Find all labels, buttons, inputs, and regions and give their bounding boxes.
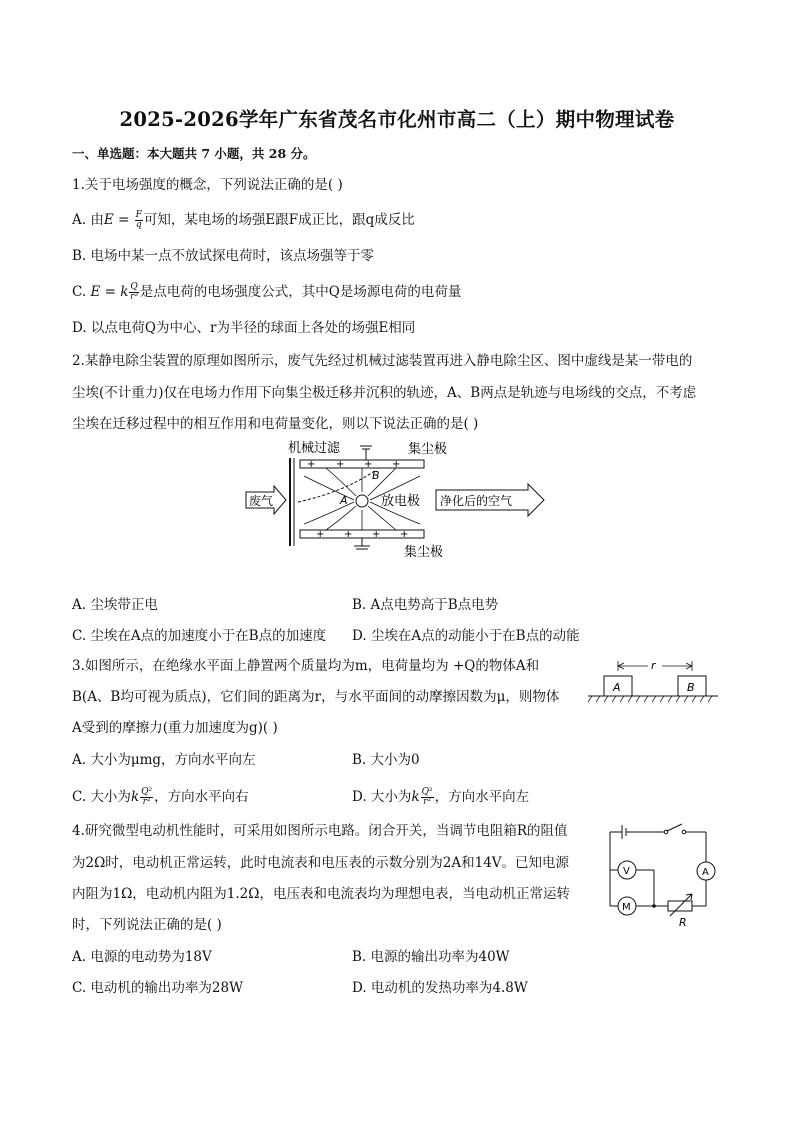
ground-hatching — [588, 696, 712, 702]
resistor-label: R — [679, 916, 687, 929]
filter-label: 机械过滤 — [288, 441, 341, 456]
q4-option-c: C. 电动机的输出功率为28W — [72, 980, 243, 996]
svg-text:+: + — [307, 459, 316, 470]
collector-bottom-label: 集尘极 — [404, 545, 444, 560]
q3-stem-line1: 3.如图所示，在绝缘水平面上静置两个质量均为m，电荷量均为 +Q的物体A和 — [72, 658, 540, 674]
dust-collector-diagram — [244, 436, 550, 564]
q2-stem-line1: 2.某静电除尘装置的原理如图所示，废气先经过机械过滤装置再进入静电除尘区、图中虚线是某一带电的 — [72, 353, 693, 369]
q2-option-b: B. A点电势高于B点电势 — [352, 597, 499, 613]
q4-option-a: A. 电源的电动势为18V — [72, 949, 212, 965]
q4-stem-line3: 内阻为1Ω，电动机内阻为1.2Ω，电压表和电流表均为理想电表，当电动机正常运转 — [72, 886, 570, 902]
svg-text:+: + — [364, 459, 373, 470]
point-b-label: B — [372, 469, 380, 482]
svg-text:+: + — [316, 529, 325, 540]
q3-option-c-text: ，方向水平向右 — [154, 789, 249, 805]
exam-title: 2025-2026学年广东省茂名市化州市高二（上）期中物理试卷 — [119, 108, 675, 131]
section-heading: 一、单选题：本大题共 7 小题，共 28 分。 — [72, 146, 316, 161]
q4-option-d: D. 电动机的发热功率为4.8W — [352, 980, 528, 996]
clean-air-label: 净化后的空气 — [440, 494, 513, 508]
point-a-label: A — [340, 494, 348, 507]
svg-text:+: + — [400, 529, 409, 540]
q3-option-d: D. 大小为k $\frac{\text{Q²}}{\text{r²}}$ ，方向水平向左 — [352, 787, 530, 807]
q3-option-b: B. 大小为0 — [352, 752, 420, 768]
q3-option-a: A. 大小为μmg，方向水平向左 — [72, 752, 256, 768]
q3-option-d-text: ，方向水平向左 — [434, 789, 530, 805]
q3-option-d-prefix: D. 大小为 — [352, 789, 412, 805]
q3-option-c: C. 大小为k $\frac{\text{Q²}}{\text{r²}}$ ，方向水平向右 — [72, 787, 249, 807]
q4-stem-line1: 4.研究微型电动机性能时，可采用如图所示电路。闭合开关，当调节电阻箱R的阻值 — [72, 823, 568, 839]
motor-label: M — [622, 902, 631, 913]
q2-stem-line2: 尘埃(不计重力)仅在电场力作用下向集尘极迁移并沉积的轨迹，A、B两点是轨迹与电场线的交点，不考虑 — [72, 385, 697, 401]
two-blocks-diagram — [586, 652, 720, 706]
q1-option-c-text: 是点电荷的电场强度公式，其中Q是场源电荷的电荷量 — [139, 284, 462, 300]
svg-text:+: + — [336, 459, 345, 470]
electrode-label: 放电极 — [381, 494, 421, 509]
voltmeter-label: V — [623, 866, 630, 877]
svg-text:+: + — [392, 459, 401, 470]
q3-stem-line3: A受到的摩擦力(重力加速度为g)( ) — [72, 720, 278, 736]
distance-label: r — [651, 659, 656, 672]
q2-option-d: D. 尘埃在A点的动能小于在B点的动能 — [352, 628, 580, 644]
q1-option-c-prefix: C. — [72, 284, 91, 300]
collector-top-label: 集尘极 — [408, 442, 448, 457]
q1-option-a-prefix: A. 由 — [72, 212, 104, 228]
q1-option-c: C. E = k $\frac{Q}{\text{r²}}$ 是点电荷的电场强度公式，其中Q是场源电荷的电荷量 — [72, 282, 462, 302]
q4-option-b: B. 电源的输出功率为40W — [352, 949, 510, 965]
svg-text:+: + — [372, 529, 381, 540]
q1-option-b: B. 电场中某一点不放试探电荷时，该点场强等于零 — [72, 248, 375, 264]
exhaust-in-label: 废气 — [249, 494, 274, 508]
q2-option-c: C. 尘埃在A点的加速度小于在B点的加速度 — [72, 628, 327, 644]
block-b-label: B — [687, 681, 695, 694]
q1-option-a-text: 可知，某电场的场强E跟F成正比，跟q成反比 — [143, 212, 415, 228]
q4-stem-line4: 时，下列说法正确的是( ) — [72, 917, 222, 933]
svg-text:+: + — [344, 529, 353, 540]
q1-option-a: A. 由E = $\frac{F}{q}$ 可知，某电场的场强E跟F成正比，跟q成反比 — [72, 210, 415, 230]
q3-option-c-prefix: C. 大小为 — [72, 789, 131, 805]
q4-stem-line2: 为2Ω时，电动机正常运转，此时电流表和电压表的示数分别为2A和14V。已知电源 — [72, 855, 570, 871]
motor-circuit-diagram — [600, 820, 724, 930]
q2-stem-line3: 尘埃在迁移过程中的相互作用和电荷量变化，则以下说法正确的是( ) — [72, 416, 479, 432]
q1-option-d: D. 以点电荷Q为中心、r为半径的球面上各处的场强E相同 — [72, 320, 416, 336]
block-a-label: A — [613, 681, 621, 694]
q2-option-a: A. 尘埃带正电 — [72, 597, 158, 613]
q3-stem-line2: B(A、B均可视为质点)，它们间的距离为r，与水平面间的动摩擦因数为μ，则物体 — [72, 689, 560, 705]
ammeter-label: A — [702, 867, 709, 878]
q1-stem: 1.关于电场强度的概念，下列说法正确的是( ) — [72, 177, 343, 193]
